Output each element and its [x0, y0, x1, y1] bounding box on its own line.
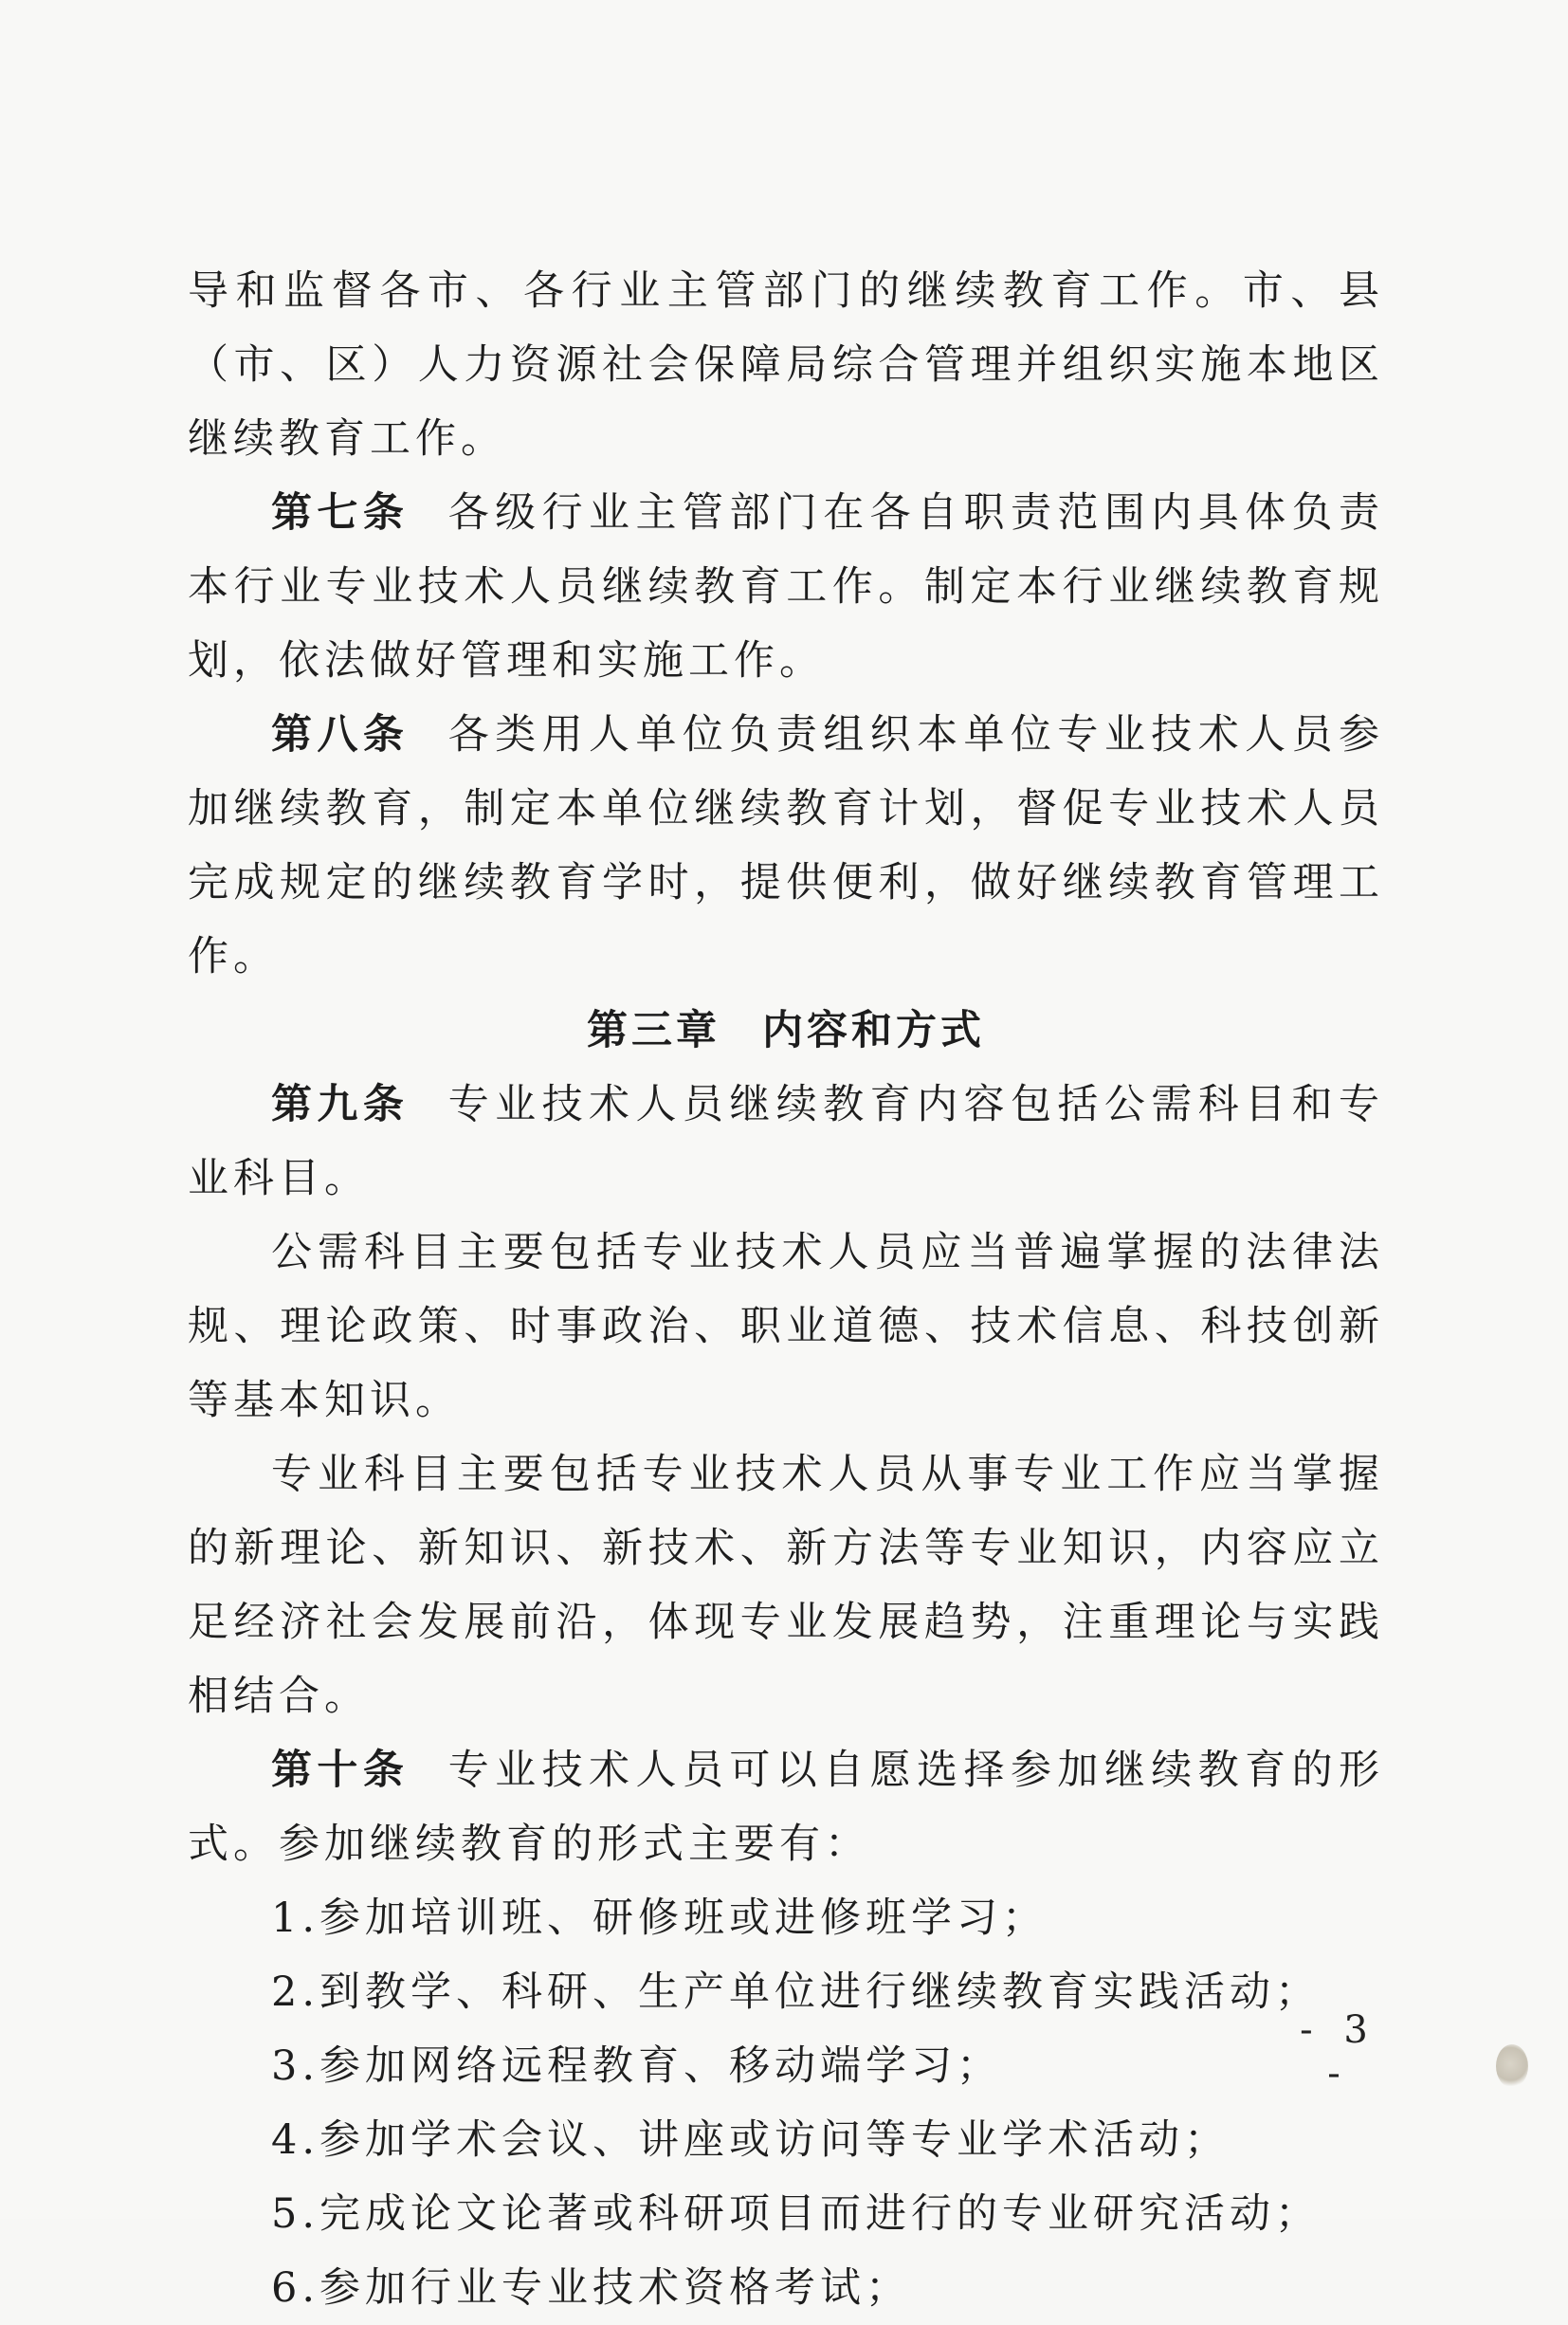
- document-body: [188, 254, 1384, 2325]
- article-paragraph: [188, 1068, 1384, 1216]
- article-text: 专业技术人员可以自愿选择参加继续教育的形式。参加继续教育的形式主要有：: [188, 1747, 1385, 1868]
- article-text: 各类用人单位负责组织本单位专业技术人员参加继续教育，制定本单位继续教育计划，督促专业技术人员完成规定的继续教育学时，提供便利，做好继续教育管理工作。: [188, 711, 1385, 980]
- article-paragraph: [188, 476, 1384, 698]
- chapter-heading: [188, 994, 1384, 1068]
- list-item: 3.参加网络远程教育、移动端学习；: [271, 2042, 1003, 2090]
- article-label: 第九条: [271, 1081, 410, 1128]
- list-item: 2.到教学、科研、生产单位进行继续教育实践活动；: [271, 1968, 1322, 2016]
- list-item: 4.参加学术会议、讲座或访问等专业学术活动；: [271, 2116, 1231, 2164]
- chapter-number: 第三章: [587, 1007, 720, 1054]
- body-paragraph: 专业科目主要包括专业技术人员从事专业工作应当掌握的新理论、新知识、新技术、新方法等专业知识，内容应立足经济社会发展前沿，体现专业发展趋势，注重理论与实践相结合。: [188, 1451, 1384, 1720]
- body-paragraph: 公需科目主要包括专业技术人员应当普遍掌握的法律法规、理论政策、时事政治、职业道德、技术信息、科技创新等基本知识。: [188, 1229, 1384, 1424]
- article-label: 第十条: [271, 1747, 410, 1794]
- list-item: 1.参加培训班、研修班或进修班学习；: [271, 1895, 1048, 1942]
- chapter-title: 内容和方式: [762, 1007, 985, 1054]
- article-paragraph: [188, 698, 1384, 994]
- article-label: 第七条: [271, 489, 410, 537]
- article-paragraph: [188, 1733, 1384, 1881]
- list-item: 6.参加行业专业技术资格考试；: [271, 2264, 912, 2312]
- list-item: 5.完成论文论著或科研项目而进行的专业研究活动；: [271, 2190, 1322, 2238]
- article-text: 专业技术人员继续教育内容包括公需科目和专业科目。: [188, 1081, 1385, 1202]
- paper-stain: [1496, 2044, 1528, 2088]
- article-text: 各级行业主管部门在各自职责范围内具体负责本行业专业技术人员继续教育工作。制定本行业继续教育规划，依法做好管理和实施工作。: [188, 489, 1385, 685]
- article-label: 第八条: [271, 711, 410, 759]
- page-number: - 3 -: [1300, 2008, 1377, 2096]
- body-paragraph: 导和监督各市、各行业主管部门的继续教育工作。市、县（市、区）人力资源社会保障局综合管理并组织实施本地区继续教育工作。: [188, 267, 1384, 463]
